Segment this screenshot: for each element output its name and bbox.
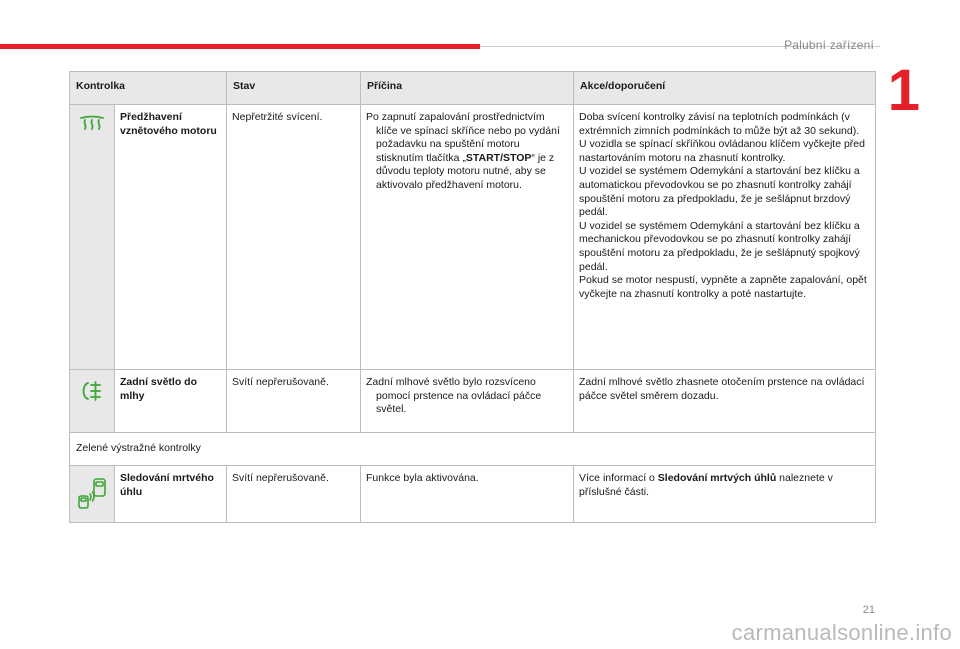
header-red-bar (0, 44, 480, 49)
indicator-icon-cell (70, 466, 115, 523)
indicator-name: Zadní světlo do mlhy (115, 370, 227, 433)
table-row (70, 370, 876, 433)
action-text: Doba svícení kontrolky závisí na teplotních podmínkách (v extrémních zimních podmínkách to může být až 30 sekund). U vozidla se spínací skříňkou ovládanou klíčem vyčkejte před nastartováním motoru na zhasnutí kontrolky. U vozidel se systémem Odemykání a startování bez klíčku a automatickou převodovkou se po zhasnutí kontrolky zahájí spouštění motoru za předpokladu, že je sešlápnut brzdový pedál. U vozidel se systémem Odemykání a startování bez klíčku a mechanickou převodovkou se po zhasnutí kontrolky zahájí spouštění motoru za předpokladu, že je sešlápnutý spojkový pedál. Pokud se motor nespustí, vypněte a zapněte zapalování, opět vyčkejte na zhasnutí kontrolky a poté nastartujte. (579, 111, 867, 300)
table-header-row (70, 72, 876, 105)
cause-cell (361, 466, 574, 523)
page-number: 21 (862, 604, 875, 616)
indicator-icon-cell (70, 105, 115, 370)
cause-text: Funkce byla aktivována. (366, 472, 479, 484)
rear-fog-light-icon (79, 380, 105, 402)
cause-text-part: Po zapnutí zapalování prostřednictvím klíče ve spínací skříňce nebo po vydání požadavku na spuštění motoru stisknutím tlačítka „ (366, 111, 560, 164)
section-label: Zelené výstražné kontrolky (70, 433, 876, 466)
cause-cell (361, 370, 574, 433)
action-text (579, 472, 870, 499)
column-header-cause: Příčina (361, 72, 574, 105)
table-row (70, 466, 876, 523)
action-cell (574, 105, 876, 370)
action-text-part: Více informací o (579, 472, 658, 484)
state-text: Nepřetržité svícení. (227, 105, 361, 370)
section-title: Palubní zařízení (784, 38, 874, 52)
cause-text (366, 111, 568, 193)
blind-spot-reference: Sledování mrtvých úhlů (657, 472, 777, 484)
column-header-indicator: Kontrolka (70, 72, 227, 105)
warning-lights-table (69, 71, 876, 523)
indicator-name: Sledování mrtvého úhlu (115, 466, 227, 523)
state-text: Svítí nepřerušovaně. (227, 466, 361, 523)
action-cell (574, 466, 876, 523)
watermark: carmanualsonline.info (731, 620, 952, 645)
cause-cell (361, 105, 574, 370)
state-text: Svítí nepřerušovaně. (227, 370, 361, 433)
glow-plug-icon (79, 115, 105, 131)
table-row (70, 105, 876, 370)
column-header-action: Akce/doporučení (574, 72, 876, 105)
section-row (70, 433, 876, 466)
action-text: Zadní mlhové světlo zhasnete otočením prstence na ovládací páčce světel směrem dozadu. (579, 376, 865, 402)
indicator-name: Předžhavení vznětového motoru (115, 105, 227, 370)
start-stop-label: START/STOP (465, 151, 532, 164)
action-text-part: naleznete v příslušné části. (579, 472, 833, 498)
action-cell (574, 370, 876, 433)
chapter-number: 1 (887, 58, 920, 123)
blind-spot-monitoring-icon (76, 476, 108, 510)
cause-text-part: “ je z důvodu teploty motoru nutné, aby se aktivovalo předžhavení motoru. (376, 151, 555, 191)
cause-text: Zadní mlhové světlo bylo rozsvíceno pomocí prstence na ovládací páčce světel. (366, 376, 542, 416)
column-header-state: Stav (227, 72, 361, 105)
indicator-icon-cell (70, 370, 115, 433)
